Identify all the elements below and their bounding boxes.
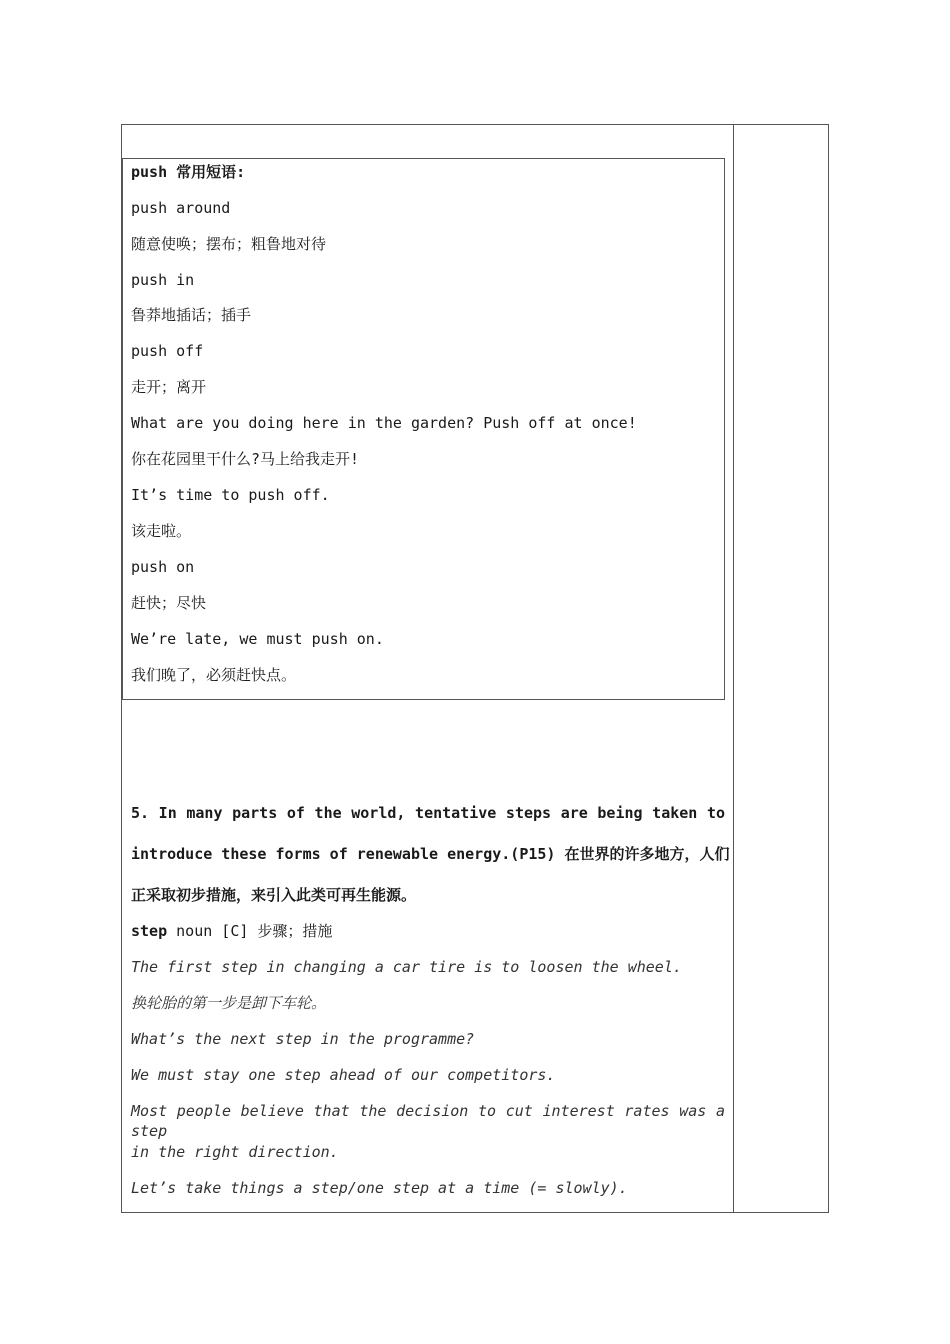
- step-example: We must stay one step ahead of our competitors.: [131, 1066, 556, 1084]
- phrase-line: It’s time to push off.: [131, 486, 330, 504]
- table-column-divider: [733, 124, 734, 1213]
- sentence5-line3: 正采取初步措施，来引入此类可再生能源。: [131, 886, 417, 904]
- phrase-line: 随意使唤；摆布；粗鲁地对待: [131, 235, 327, 253]
- step-word: step: [131, 922, 168, 940]
- phrase-line: 该走啦。: [131, 522, 192, 540]
- step-definition: noun [C] 步骤；措施: [167, 922, 333, 940]
- phrase-line: 你在花园里干什么?马上给我走开!: [131, 450, 360, 468]
- phrase-line: push in: [131, 271, 195, 289]
- step-example: Most people believe that the decision to cut interest rates was a step: [131, 1102, 725, 1140]
- phrase-line: push off: [131, 342, 204, 360]
- phrase-line: push on: [131, 558, 195, 576]
- phrases-heading: push 常用短语:: [131, 163, 246, 181]
- sentence5-line2: introduce these forms of renewable energy.(P15) 在世界的许多地方，人们: [131, 845, 730, 863]
- step-example: Let’s take things a step/one step at a time (= slowly).: [131, 1179, 628, 1197]
- phrase-line: 赶快；尽快: [131, 594, 207, 612]
- phrase-line: 鲁莽地插话；插手: [131, 306, 252, 324]
- phrase-line: push around: [131, 199, 231, 217]
- step-example: The first step in changing a car tire is to loosen the wheel.: [131, 958, 682, 976]
- phrase-line: We’re late, we must push on.: [131, 630, 384, 648]
- step-entry: [131, 921, 332, 941]
- phrase-line: 我们晚了，必须赶快点。: [131, 666, 297, 684]
- step-example: 换轮胎的第一步是卸下车轮。: [131, 994, 327, 1012]
- phrase-line: 走开；离开: [131, 378, 207, 396]
- step-example: in the right direction.: [131, 1143, 339, 1161]
- sentence5-line1: 5. In many parts of the world, tentative steps are being taken to: [131, 804, 725, 822]
- phrase-line: What are you doing here in the garden? Push off at once!: [131, 414, 637, 432]
- step-example: What’s the next step in the programme?: [131, 1030, 475, 1048]
